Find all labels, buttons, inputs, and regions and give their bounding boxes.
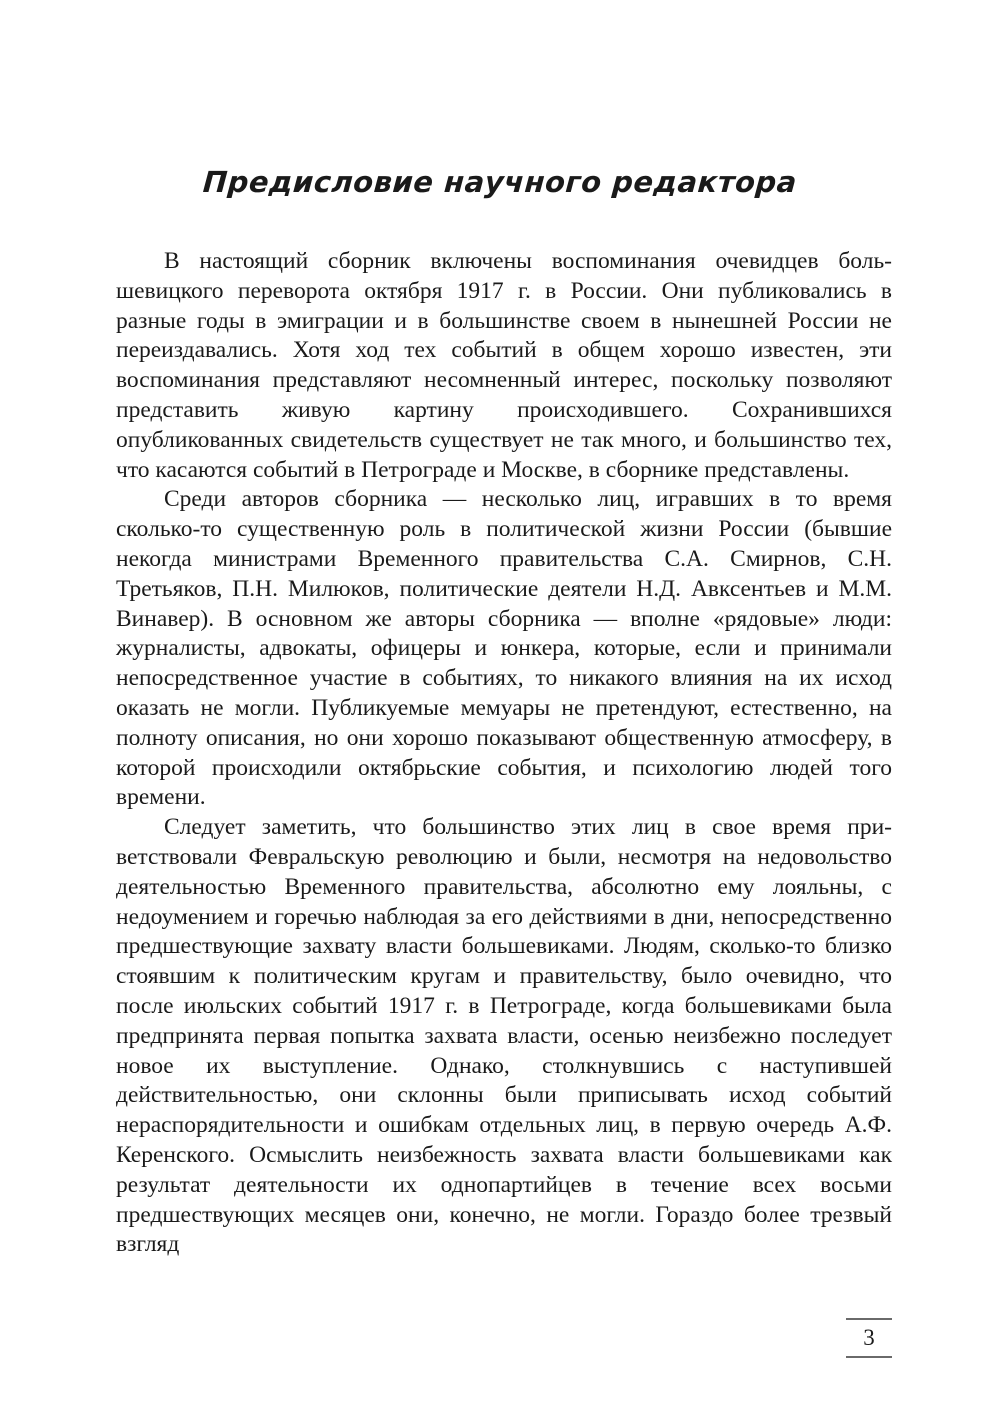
- paragraph: Среди авторов сборника — несколько лиц, игравших в то время сколько-то существенную роль в политической жизни России (бывшие некогда министрами Временного правительства С.А. Смирнов, С.Н. Третьяков, П.Н. Милюков, политические деятели Н.Д. Авксентьев и М.М. Винавер). В основном же авторы сборника — вполне «рядовые» люди: журналисты, адвокаты, офицеры и юнкера, которые, если и принимали непосредственное участие в событиях, то никакого влияния на их исход оказать не могли. Публикуемые мемуары не претендуют, естественно, на полноту описания, но они хорошо показывают общественную атмосферу, в которой происходили октябрьские события, и психологию людей того времени.: [116, 486, 892, 811]
- page-number: 3: [846, 1318, 892, 1358]
- page-title: Предисловие научного редактора: [201, 165, 799, 199]
- paragraph: В настоящий сборник включены воспоминания очевидцев большевицкого переворота октября 1917 г. в России. Они публиковались в разные годы в эмиграции и в большинстве своем в нынешней России не переиздавались. Хотя ход тех событий в общем хорошо известен, эти воспоминания представляют несомненный интерес, поскольку позволяют представить живую картину происходившего. Сохранившихся опубликованных свидетельств существует не так много, и большинство тех, что касаются событий в Петрограде и Москве, в сборнике представлены.: [116, 248, 892, 483]
- body-text: [116, 247, 892, 1260]
- paragraph: Следует заметить, что большинство этих лиц в свое время приветствовали Февральскую революцию и были, несмотря на недовольство деятельностью Временного правительства, абсолютно ему лояльны, с недоумением и горечью наблюдая за его действиями в дни, непосредственно предшествующие захвату власти большевиками. Людям, сколько-то близко стоявшим к политическим кругам и правительству, было очевидно, что после июльских событий 1917 г. в Петрограде, когда большевиками была предпринята первая попытка захвата власти, осенью неизбежно последует новое их выступление. Однако, столкнувшись с наступившей действительностью, они склонны были приписывать исход событий нераспорядительности и ошибкам отдельных лиц, в первую очередь А.Ф. Керенского. Осмыслить неизбежность захвата власти большевиками как результат деятельности их однопартийцев в течение всех восьми предшествующих месяцев они, конечно, не могли. Гораздо более трезвый взгляд: [116, 814, 892, 1258]
